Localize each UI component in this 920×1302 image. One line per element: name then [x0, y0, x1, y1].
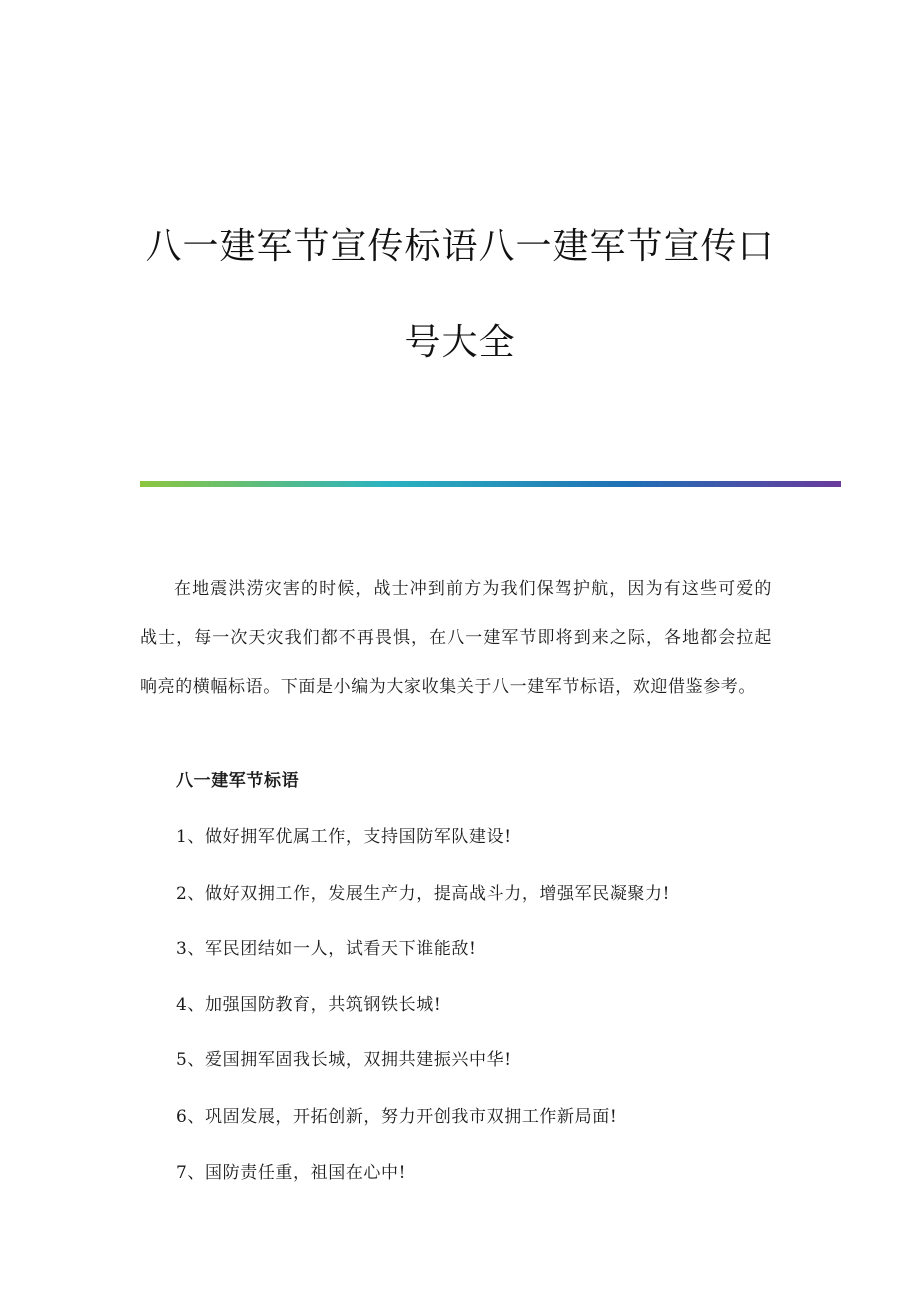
document-title-line-2: 号大全 [404, 322, 516, 363]
slogan-item: 4、加强国防教育，共筑钢铁长城! [176, 995, 442, 1015]
slogan-item: 5、爱国拥军固我长城，双拥共建振兴中华! [176, 1050, 512, 1070]
slogan-item: 6、巩固发展，开拓创新，努力开创我市双拥工作新局面! [176, 1107, 618, 1127]
document-title-line-1: 八一建军节宣传标语八一建军节宣传口 [145, 226, 775, 267]
slogan-item: 2、做好双拥工作，发展生产力，提高战斗力，增强军民凝聚力! [176, 884, 671, 904]
slogan-item: 3、军民团结如一人，试看天下谁能敌! [176, 939, 477, 959]
slogan-item: 7、国防责任重，祖国在心中! [176, 1163, 407, 1183]
section-heading: 八一建军节标语 [176, 771, 300, 791]
intro-paragraph: 在地震洪涝灾害的时候，战士冲到前方为我们保驾护航，因为有这些可爱的战士，每一次天灾我们都不再畏惧，在八一建军节即将到来之际，各地都会拉起响亮的横幅标语。下面是小编为大家收集关于八一建军节标语，欢迎借鉴参考。 [140, 579, 772, 697]
slogan-item: 1、做好拥军优属工作，支持国防军队建设! [176, 827, 512, 847]
gradient-divider [140, 481, 841, 487]
